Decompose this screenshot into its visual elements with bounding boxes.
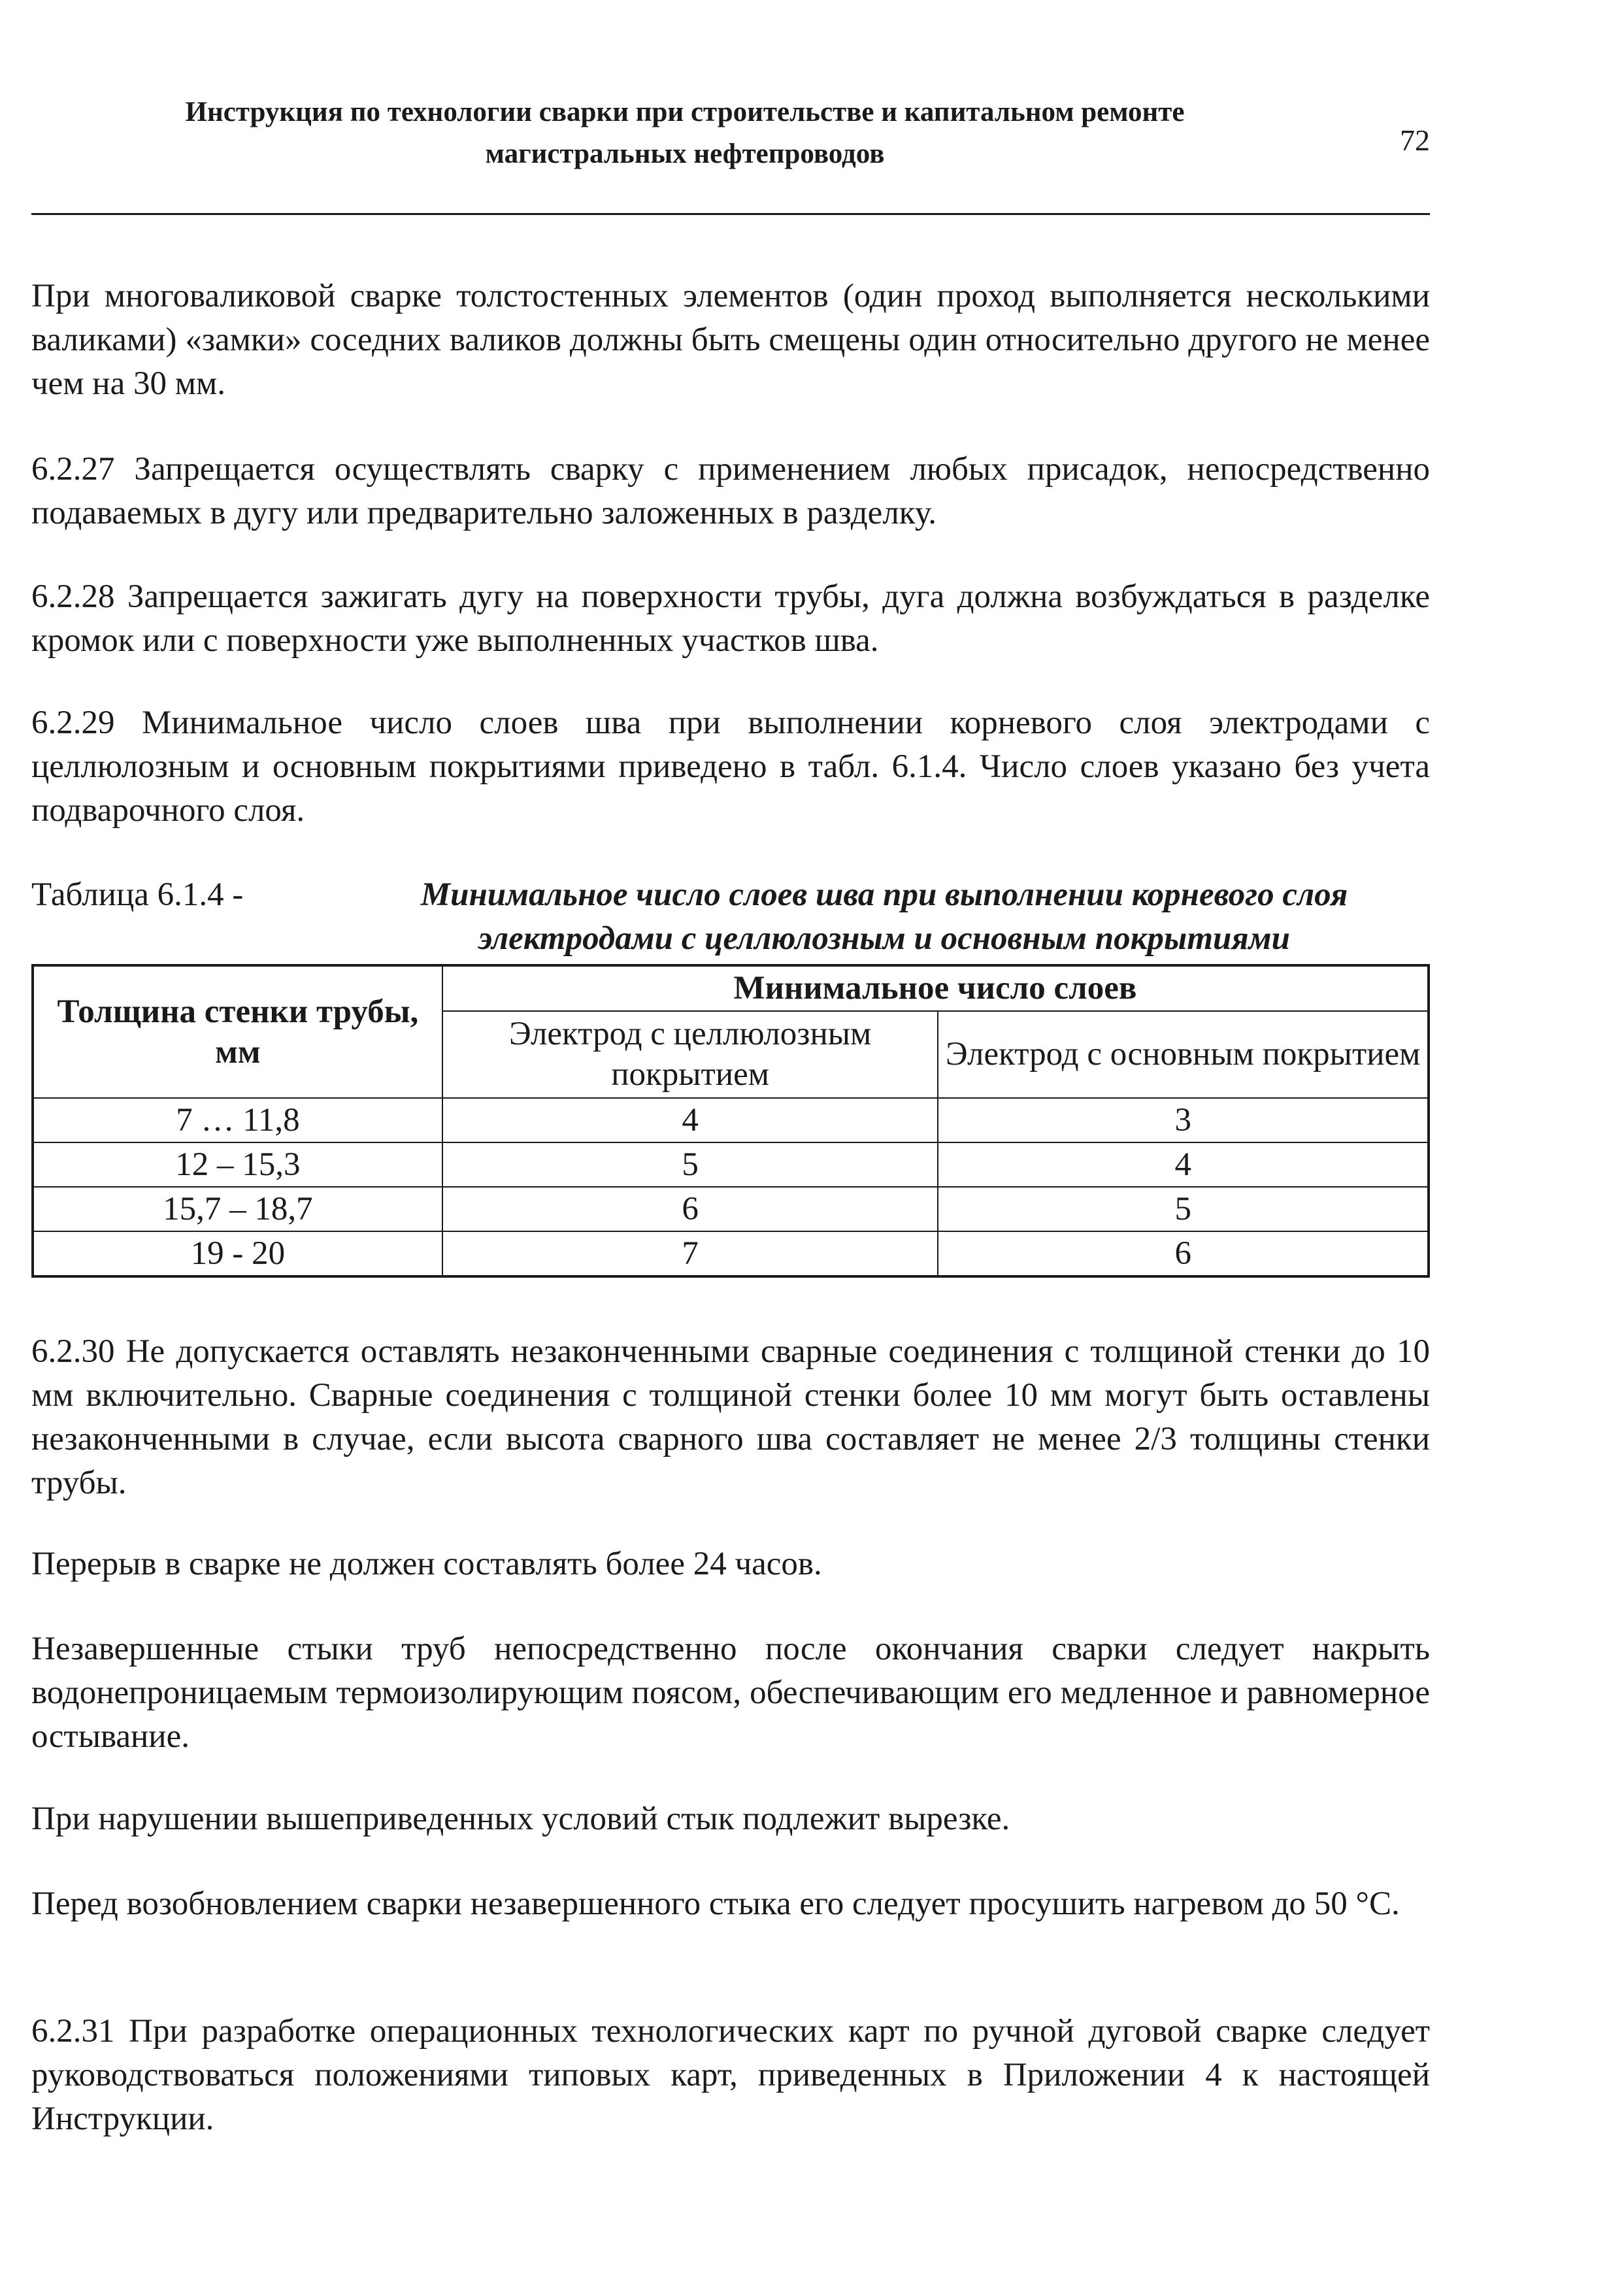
header-title — [31, 91, 1338, 175]
header-title-line2: магистральных нефтепроводов — [485, 139, 885, 169]
paragraph-6-2-27: 6.2.27 Запрещается осуществлять сварку с применением любых присадок, непосредственно подаваемых в дугу или предварительно заложенных в разделку. — [31, 451, 1430, 531]
cell-thickness: 15,7 – 18,7 — [33, 1187, 442, 1231]
header-basic-electrode: Электрод с основным покрытием — [938, 1011, 1429, 1098]
paragraph-6-2-30: 6.2.30 Не допускается оставлять незаконченными сварные соединения с толщиной стенки до 10 мм включительно. Сварные соединения с толщиной стенки более 10 мм могут быть оставлены незаконченными в случае, если высота сварного шва составляет не менее 2/3 толщины стенки трубы. — [31, 1333, 1430, 1501]
cell-basic: 3 — [938, 1098, 1429, 1142]
header-min-layers: Минимальное число слоев — [442, 965, 1429, 1011]
cell-cellulose: 6 — [442, 1187, 938, 1231]
cell-basic: 6 — [938, 1231, 1429, 1276]
table-header-row — [33, 965, 1429, 1011]
table-row — [33, 1187, 1429, 1231]
page-header — [31, 91, 1430, 222]
paragraph-6-2-29: 6.2.29 Минимальное число слоев шва при выполнении корневого слоя электродами с целлюлозным и основным покрытиями приведено в табл. 6.1.4. Число слоев указано без учета подварочного слоя. — [31, 705, 1430, 829]
cell-cellulose: 4 — [442, 1098, 938, 1142]
paragraph-multipass-welding: При многоваликовой сварке толстостенных элементов (один проход выполняется несколькими валиками) «замки» соседних валиков должны быть смещены один относительно другого не менее чем на 30 мм. — [31, 278, 1430, 402]
table-caption-label: Таблица 6.1.4 - — [31, 876, 244, 913]
table-row — [33, 1142, 1429, 1187]
cell-basic: 5 — [938, 1187, 1429, 1231]
paragraph-unfinished-joints: Незавершенные стыки труб непосредственно после окончания сварки следует накрыть водонепроницаемым термоизолирующим поясом, обеспечивающим его медленное и равномерное остывание. — [31, 1631, 1430, 1755]
header-divider — [31, 213, 1430, 215]
paragraph-6-2-28: 6.2.28 Запрещается зажигать дугу на поверхности трубы, дуга должна возбуждаться в разделке кромок или с поверхности уже выполненных участков шва. — [31, 578, 1430, 659]
layers-table — [31, 964, 1430, 1278]
cell-basic: 4 — [938, 1142, 1429, 1187]
table-row — [33, 1231, 1429, 1276]
header-wall-thickness: Толщина стенки трубы, мм — [33, 965, 442, 1098]
cell-cellulose: 5 — [442, 1142, 938, 1187]
cell-cellulose: 7 — [442, 1231, 938, 1276]
page-number: 72 — [1400, 124, 1430, 157]
paragraph-joint-cutout: При нарушении вышеприведенных условий стык подлежит вырезке. — [31, 1801, 1010, 1837]
paragraph-resume-welding: Перед возобновлением сварки незавершенного стыка его следует просушить нагревом до 50 °С. — [31, 1886, 1400, 1922]
cell-thickness: 12 – 15,3 — [33, 1142, 442, 1187]
table-row — [33, 1098, 1429, 1142]
paragraph-welding-break: Перерыв в сварке не должен составлять более 24 часов. — [31, 1546, 822, 1582]
cell-thickness: 19 - 20 — [33, 1231, 442, 1276]
header-cellulose-electrode: Электрод с целлюлозным покрытием — [442, 1011, 938, 1098]
header-title-line1: Инструкция по технологии сварки при строительстве и капитальном ремонте — [185, 97, 1185, 127]
table-caption-title: Минимальное число слоев шва при выполнении корневого слоя электродами с целлюлозным и основным покрытиями — [420, 876, 1348, 957]
paragraph-6-2-31: 6.2.31 При разработке операционных технологических карт по ручной дуговой сварке следует руководствоваться положениями типовых карт, приведенных в Приложении 4 к настоящей Инструкции. — [31, 2013, 1430, 2137]
cell-thickness: 7 … 11,8 — [33, 1098, 442, 1142]
